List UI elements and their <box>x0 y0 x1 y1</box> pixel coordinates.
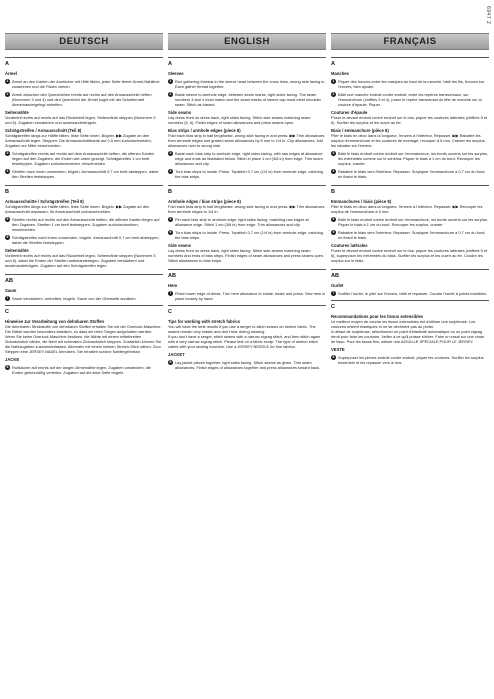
section-letter: C <box>5 309 9 315</box>
instruction-step <box>168 169 326 179</box>
instruction-heading: Coutures d'épaule <box>331 110 368 115</box>
step-text: Finish lower edge of dress. Turn hem allowance to inside, baste and press. Sew hem in place loosely by hand. <box>175 291 326 301</box>
section-letter: B <box>331 189 335 195</box>
section-letter: AB <box>331 273 339 279</box>
instruction-step <box>5 79 163 89</box>
instruction-paragraph: Die dehnbaren Strickstoffe von dehnbaren Stoffen erhalten Sie mit der Overlock-Maschine. Die Nähte werden besonders elastisch, so dass sie beim Tragen aufgehalten werden. <box>5 324 162 334</box>
column-franais <box>331 33 489 375</box>
step-number-badge: 2 <box>6 92 9 96</box>
section-letter: AB <box>168 273 176 279</box>
instruction-heading: JACKET <box>168 352 185 357</box>
step-text: Baste sleeve to armhole edge, between seam marks, right sides facing. The seam numbers 3 and 4 must match and the seam marks of sleeve cap must meet shoulder seam. Stitch as basted. <box>175 92 321 107</box>
instruction-heading: Schrägstreifen / Armausschnitt (Teil 8) <box>5 128 82 133</box>
section-letter: C <box>168 309 172 315</box>
instruction-heading: Seitennähte <box>5 248 29 253</box>
step-number-badge: 6 <box>332 230 335 234</box>
page-code: 6947 2 <box>485 6 491 25</box>
instruction-heading: Saum <box>5 288 17 293</box>
step-text: Bâtir une manche endroit contre endroit, entre les repères transversaux, sur l'emmanchure (chiffres 3 et 4), poser le repère transversal du tête de manche sur la couture d'épaule. Piquer. <box>338 92 482 107</box>
section-letter: B <box>5 189 9 195</box>
step-text: Streifen nach innen umwenden, bügeln. Armausschnitt 0,7 cm breit absteppen, dabei den Streifen feststeppen. <box>12 169 159 179</box>
instruction-heading: Sleeves <box>168 71 184 76</box>
step-text: Ärmel an den Kanten der Armlöcher mit Hilfe fäden, jeder Seite ferner Ärmel-Nahtlinie zusammen und die Fäden ziehen. <box>12 79 160 89</box>
step-number-badge: 4 <box>332 169 335 173</box>
instruction-heading: Side seams <box>168 243 192 248</box>
step-number-badge: 8 <box>6 365 9 369</box>
instruction-paragraph: Fold each bias strip in half lengthwise, wrong side facing in and press. ▶▶ Trim allowances from armhole edges and graded seam allowances by 5 mm to 1/4 in. Clip allowances, fold allowances over to wrong side. <box>168 133 325 148</box>
step-text: Piquer des fronces entre les marques au haut de la manche, bâtir les fils, fronces sur l'envers, bien ajuster. <box>338 79 485 89</box>
instruction-paragraph: Stitch allowances to bias strips. <box>168 258 223 263</box>
instruction-paragraph: Plier le biais en deux dans la longueur, l'envers à l'intérieur. Repasser. ▶▶ Recouper les surplus de l'emmanchure à 5 mm. <box>331 204 483 214</box>
instruction-step <box>331 217 489 227</box>
instruction-step <box>5 235 163 245</box>
instruction-paragraph: Lay dress front on dress back, right sides facing. Stitch side seams matching seam numbers and ends of bias strips. Finish edges of seam allowances and press seams open. <box>168 248 325 258</box>
language-header: FRANÇAIS <box>331 33 489 50</box>
instruction-heading: JACKE <box>5 357 20 362</box>
instruction-paragraph: Fold each bias strip in half lengthwise, wrong side facing in and press. ▶▶ Trim allowances from armhole edges to 1/4 in. <box>168 204 325 214</box>
section-letter: C <box>331 304 335 310</box>
instruction-heading: VESTE <box>331 347 345 352</box>
step-text: Schrägstreifen nach innen umwenden, bügeln. Armausschnitt 0,7 cm breit absteppen, dabei die Streifen feststeppen. <box>12 235 160 245</box>
step-number-badge: 8 <box>169 360 172 364</box>
step-number-badge: 4 <box>169 169 172 173</box>
instruction-step <box>168 360 326 370</box>
instruction-step <box>168 92 326 107</box>
section-letter: A <box>168 61 172 67</box>
instruction-paragraph: You will have the best results if you use a serger to stitch seams on stretch fabric. The seams remain very elastic and don't tear during wearing. <box>168 324 316 334</box>
instruction-heading: Seitennähte <box>5 110 29 115</box>
step-text: Schrägstreifen rechts auf rechts auf dem Armausschnitt heften, die offenen Kanten liegen auf den Zugaben, die Enden wie unten gezeigt. Schrägstreifen 1 cm breit feststeppen. Zugaben zurückschneiden, einschneiden. <box>12 151 155 166</box>
step-text: Superposer les pièces endroit contre endroit, piquer les coutures. Surfiler les surplus ensemble et les repasser vers le dos. <box>338 355 484 365</box>
instruction-paragraph: Schrägstreifen längs zur Hälfte falten, linke Seite innen. Bügeln. ▶▶ Zugabe an den Armausschnitt anpassen, für Armausschnitt zurückschneiden. <box>5 204 150 214</box>
section-letter: B <box>168 189 172 195</box>
section-letter: A <box>331 61 335 67</box>
instruction-step <box>331 230 489 240</box>
step-text: Bâtir le biais endroit contre endroit sur l'emmanchure, les bords ouverts sur les surplus. Piquer le biais à 1 cm du bord. Recouper les surplus, cranter. <box>338 217 488 227</box>
instruction-heading: Armausschnitte / Schrägstreifen (Teil 8) <box>5 199 84 204</box>
instruction-step <box>5 217 163 232</box>
section-letter: AB <box>5 278 13 284</box>
instruction-heading: Ourlet <box>331 283 344 288</box>
step-number-badge: 5 <box>332 217 335 221</box>
step-text: Run gathering threads in the sleeve head between the cross lines, wrong side facing in. Each gather thread together. <box>175 79 326 89</box>
step-number-badge: 4 <box>6 169 9 173</box>
instruction-heading: Coutures latérales <box>331 243 368 248</box>
instruction-step <box>168 291 326 301</box>
instruction-paragraph: A défaut de surjeteuse, sélectionner un point d'élasticité automatique ou un point zigzag étroit pour faire les coutures. Veiller à ce qu'il puisse s'étirer. Faire un essai sur une chute de tissu. Pour les tissus fins, utiliser une AIGUILLE SPÉCIALE POUR LE JERSEY. <box>331 329 485 344</box>
step-number-badge: 3 <box>332 151 335 155</box>
instruction-paragraph: Poser le devant endroit contre endroit sur le dos, piquer les coutures latérales (chiffres 5 et 6), superposer les extrémités du biais. Surfiler les surplus et les ouvrir au fer. Coudre les surplus sur le biais. <box>331 248 488 263</box>
instruction-step <box>331 169 489 179</box>
step-text: Turn bias strips to inside. Press. Topstitch 0.7 cm (1/4 in) from armhole edge, catching the bias strips. <box>175 169 323 179</box>
step-number-badge: 1 <box>332 79 335 83</box>
step-number-badge: 5 <box>169 217 172 221</box>
instruction-heading: Bias strips / armhole edges (piece 8) <box>168 128 241 133</box>
step-text: Pin each bias strip to armhole edge, right sides facing, matching raw edges at allowance edge. Stitch 1 cm (3/8 in) from edge. Trim allowances and clip. <box>175 217 309 227</box>
step-number-badge: 7 <box>6 296 9 300</box>
instruction-paragraph: Le meilleur moyen de coudre les tissus extensibles est d'utiliser une surjeteuse. Les coutures restent élastiques et ne se déchirent pas au porter. <box>331 319 476 329</box>
instruction-heading: Side seams <box>168 110 192 115</box>
step-text: Rabattre le biais vers l'intérieur. Repasser. Surpiquer l'emmanchure à 0,7 cm du bord, en fixant le biais. <box>338 230 486 240</box>
step-number-badge: 1 <box>169 79 172 83</box>
language-header: DEUTSCH <box>5 33 163 50</box>
instruction-heading: Emmanchures / biais (pièce 8) <box>331 199 392 204</box>
instruction-paragraph: Plier le biais en deux dans la longueur, l'envers à l'intérieur. Repasser. ▶▶ Rabattre les surplus d'emmanchure et les coutures de montage, recouper à 5 mm. Cranter les surplus, les rabattre sur l'envers. <box>331 133 486 148</box>
instruction-step <box>331 92 489 107</box>
step-text: Lay jacket pieces together, right sides facing. Stitch seams as given. Trim seam allowances. Finish edges of allowances together and press allowances toward back. <box>175 360 321 370</box>
instruction-paragraph: Lay dress front on dress back, right sides facing. Stitch side seams matching seam numbers (5, 6). Finish edges of seam allowances and press seams open. <box>168 115 311 125</box>
step-number-badge: 7 <box>169 291 172 295</box>
step-number-badge: 7 <box>332 291 335 295</box>
instruction-paragraph: Vorderteil rechts auf rechts auf das Rückenteil legen, Seitennähte steppen (Nummern 5 und 6). Zugaben versäubern und auseinanderbügeln. <box>5 115 156 125</box>
instruction-step <box>5 365 163 375</box>
instruction-step <box>331 79 489 89</box>
instruction-heading: Ärmel <box>5 71 17 76</box>
instruction-step <box>5 92 163 107</box>
instruction-columns <box>5 33 489 375</box>
step-text: Ärmel zwischen den Querstrichen rechts auf rechts auf den Armausschnitt heften (Nummern 3 und 4) und den Querstrich der Ärmel kugel mit der Schulternaht übereinandergelegt anheften. <box>12 92 152 107</box>
step-number-badge: 1 <box>6 79 9 83</box>
instruction-step <box>5 169 163 179</box>
instruction-step <box>5 151 163 166</box>
step-text: Baste each bias strip to armhole edge, right sides facing, with raw edges at allowance edge and ends as illustrated below. Stitch in place 1 cm (3/8 in) from edge. Trim seam allowances and clip. <box>175 151 323 166</box>
instruction-paragraph: Schrägstreifen längs zur Hälfte falten, linke Seite innen. Bügeln. ▶▶ Zugabe an den Armausschnitt legen. Steppen. Die Armausschnittkante auf 0,5 mm zurückschneiden, Zugaben zur Mitte einschneiden. <box>5 133 152 148</box>
instruction-step <box>168 217 326 227</box>
step-text: Bâtir le biais endroit contre endroit sur l'emmanchure, les bords ouverts sur les surplus, les extrémités comme sur le schéma. Piquer le biais à 1 cm du bord. Recouper les surplus, cranter. <box>338 151 488 166</box>
instruction-heading: Tips for working with stretch fabrics <box>168 319 241 324</box>
step-text: Rabattre le biais vers l'intérieur. Repasser. Surpiquer l'emmanchure à 0,7 cm du bord, en fixant le biais. <box>338 169 486 179</box>
instruction-heading: Armhole edges / bias strips (piece 8) <box>168 199 241 204</box>
instruction-paragraph: Wenn Sie keine Overlock-Maschine besitzen, die Nähte mit einem mittelbreiten Zickzackstich nähen, die Naht mit schmalem Zickzackstich steppen. Zusätzlich können Sie die Nahtzugaben zusammenfassen. Alternativ mit einem kleinen Stretch-Stich nähen. Zum Steppen eine JERSEY-NADEL benutzen. Sie erhalten schöne Nahtergebnisse. <box>5 334 162 354</box>
language-header: ENGLISH <box>168 33 326 50</box>
step-text: Rollsäume auf rechts auf der langen Ärmelnähte legen, Zugaben umstecken, die Enden gleichmäßig verteilen. Zugaben auf die linke Seite bügeln. <box>12 365 151 375</box>
instruction-step <box>168 79 326 89</box>
instruction-step <box>168 230 326 240</box>
step-number-badge: 3 <box>6 151 9 155</box>
section-letter: A <box>5 61 9 67</box>
instruction-step <box>331 151 489 166</box>
column-deutsch <box>5 33 163 375</box>
instruction-step <box>168 151 326 166</box>
column-english <box>168 33 326 375</box>
instruction-paragraph: If you don't have a serger, stitch seams with a narrow zigzag stitch, and then stitch again with a very narrow zigzag stitch. Please test on a fabric scrap. The type of stretch stitch varies with your sewing machine. Use a JERSEY NEEDLE for fine fabrics. <box>168 334 321 349</box>
step-number-badge: 3 <box>169 151 172 155</box>
instruction-heading: Manches <box>331 71 349 76</box>
instruction-paragraph: Poser le devant endroit contre endroit sur le dos, piquer les coutures latérales (chiffres 5 et 6). Surfiler les surplus et les ouvrir au fer. <box>331 115 488 125</box>
step-number-badge: 2 <box>169 92 172 96</box>
step-text: Saum versäubern, umheften, bügeln. Saum von der Oberseite annähen. <box>12 296 137 301</box>
instruction-paragraph: Vorderteil rechts auf rechts auf das Rückenteil legen, Seitennähte steppen (Nummern 5 und 6), dabei die Enden der Streifen aufeinanderlegen. Zugaben versäubern und auseinanderbügeln. Zugaben auf den Schrägstreifen legen. <box>5 253 156 268</box>
step-text: Surfiler l'ourlet, le plier sur l'envers, bâtir et repasser. Coudre l'ourlet à points invisibles. <box>338 291 488 296</box>
step-number-badge: 2 <box>332 92 335 96</box>
step-number-badge: 6 <box>169 230 172 234</box>
instruction-heading: Hinweise zur Verarbeitung von dehnbaren Stoffen <box>5 319 105 324</box>
step-number-badge: 5 <box>6 217 9 221</box>
instruction-step <box>331 355 489 365</box>
instruction-heading: Biais / emmanchure (pièce 8) <box>331 128 389 133</box>
step-number-badge: 6 <box>6 235 9 239</box>
step-number-badge: 8 <box>332 355 335 359</box>
instruction-heading: Recommandations pour les tissus extensibles <box>331 314 424 319</box>
step-text: Turn bias strips to inside. Press. Topstitch 0.7 cm (1/4 in) from armhole edge, catching the bias strips. <box>175 230 323 240</box>
instruction-heading: Hem <box>168 283 178 288</box>
step-text: Streifen rechts auf rechts auf den Armausschnitt heften, die offenen Kanten liegen auf den Zugaben. Streifen 1 cm breit feststeppen. Zugaben zurückschneiden, einschneiden. <box>12 217 160 232</box>
